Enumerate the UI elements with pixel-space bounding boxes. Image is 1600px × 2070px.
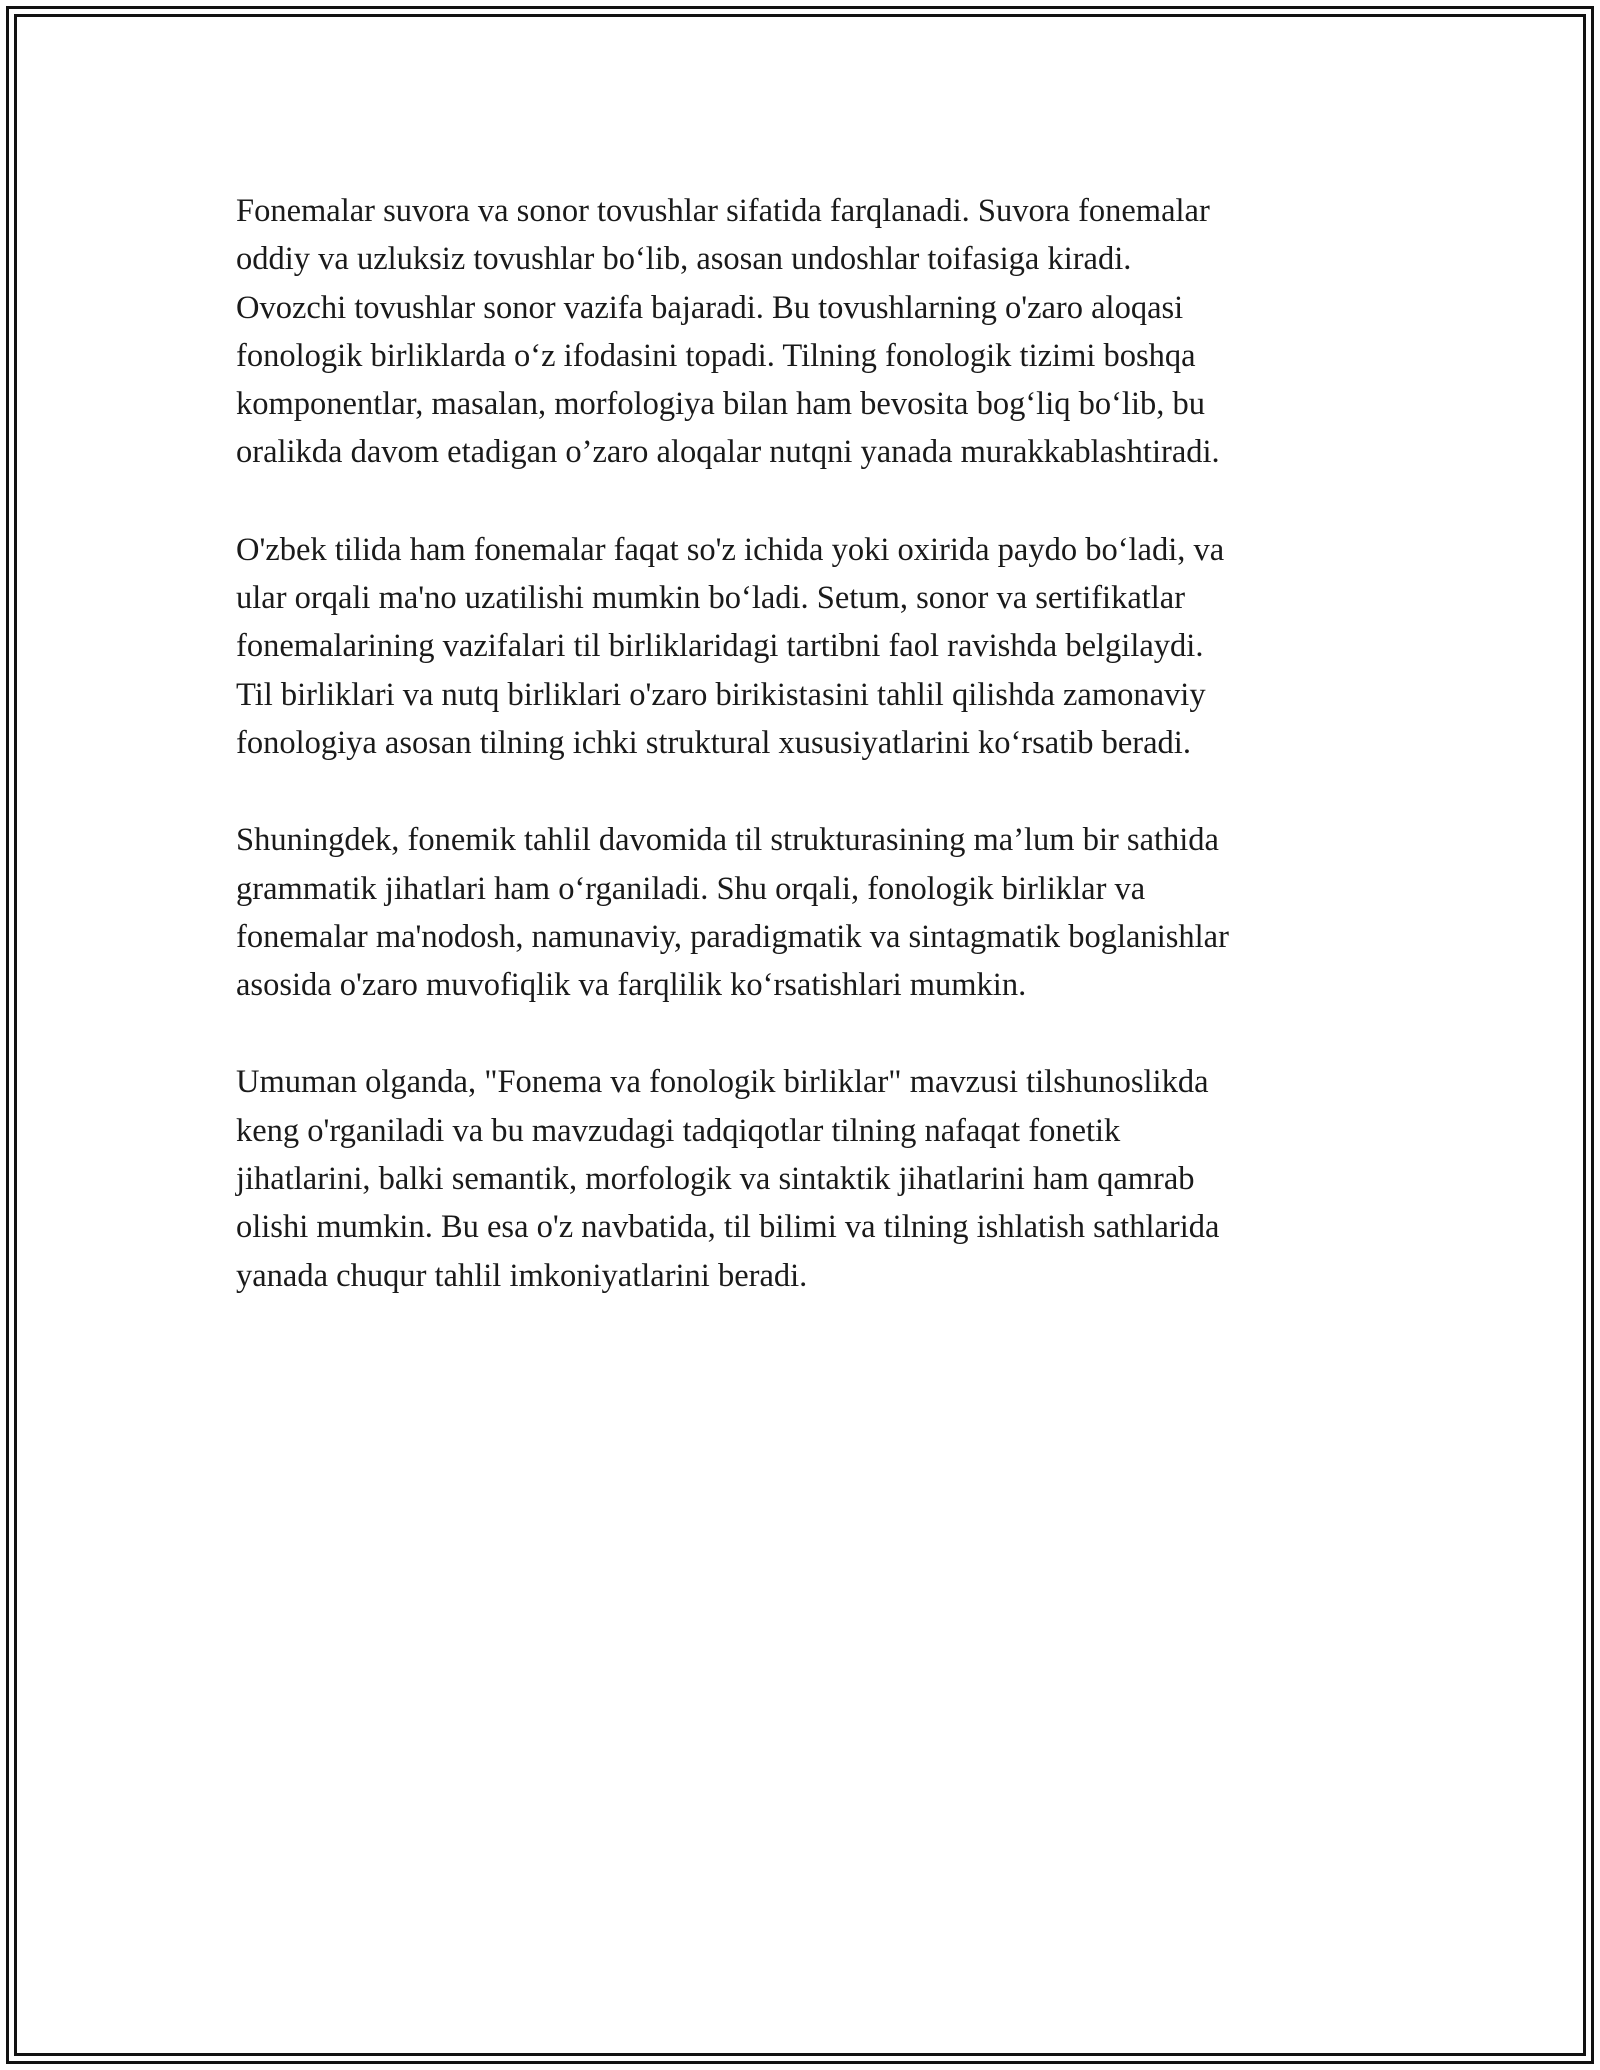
text-line: Ovozchi tovushlar sonor vazifa bajaradi. Bu tovushlarning o'zaro aloqasi [236, 289, 1184, 326]
paragraph-1 [236, 187, 1386, 477]
text-line: O'zbek tilida ham fonemalar faqat so'z ichida yoki oxirida paydo bo‘ladi, va [236, 531, 1225, 568]
text-line: Umuman olganda, "Fonema va fonologik birliklar" mavzusi tilshunoslikda [236, 1064, 1209, 1101]
text-line: komponentlar, masalan, morfologiya bilan ham bevosita bog‘liq bo‘lib, bu [236, 386, 1205, 423]
paragraph-3 [236, 816, 1386, 1009]
document-body [236, 187, 1386, 1349]
text-line: fonologik birliklarda o‘z ifodasini topadi. Tilning fonologik tizimi boshqa [236, 337, 1196, 374]
text-line: keng o'rganiladi va bu mavzudagi tadqiqotlar tilning nafaqat fonetik [236, 1112, 1121, 1149]
paragraph-4 [236, 1058, 1386, 1299]
text-line: grammatik jihatlari ham o‘rganiladi. Shu orqali, fonologik birliklar va [236, 870, 1146, 907]
text-line: Til birliklari va nutq birliklari o'zaro birikistasini tahlil qilishda zamonaviy [236, 676, 1206, 713]
text-line: asosida o'zaro muvofiqlik va farqlilik ko‘rsatishlari mumkin. [236, 967, 1027, 1004]
text-line: fonemalar ma'nodosh, namunaviy, paradigmatik va sintagmatik boglanishlar [236, 918, 1229, 955]
text-line: fonologiya asosan tilning ichki struktural xususiyatlarini ko‘rsatib beradi. [236, 724, 1191, 761]
text-line: fonemalarining vazifalari til birliklaridagi tartibni faol ravishda belgilaydi. [236, 628, 1204, 665]
paragraph-2 [236, 526, 1386, 767]
text-line: jihatlarini, balki semantik, morfologik va sintaktik jihatlarini ham qamrab [236, 1161, 1195, 1198]
text-line: Shuningdek, fonemik tahlil davomida til strukturasining ma’lum bir sathida [236, 822, 1219, 859]
text-line: ular orqali ma'no uzatilishi mumkin bo‘ladi. Setum, sonor va sertifikatlar [236, 580, 1186, 617]
text-line: olishi mumkin. Bu esa o'z navbatida, til bilimi va tilning ishlatish sathlarida [236, 1209, 1220, 1246]
text-line: oddiy va uzluksiz tovushlar bo‘lib, asosan undoshlar toifasiga kiradi. [236, 241, 1132, 278]
text-line: Fonemalar suvora va sonor tovushlar sifatida farqlanadi. Suvora fonemalar [236, 193, 1210, 229]
text-line: yanada chuqur tahlil imkoniyatlarini beradi. [236, 1257, 808, 1294]
text-line: oralikda davom etadigan o’zaro aloqalar nutqni yanada murakkablashtiradi. [236, 434, 1220, 471]
